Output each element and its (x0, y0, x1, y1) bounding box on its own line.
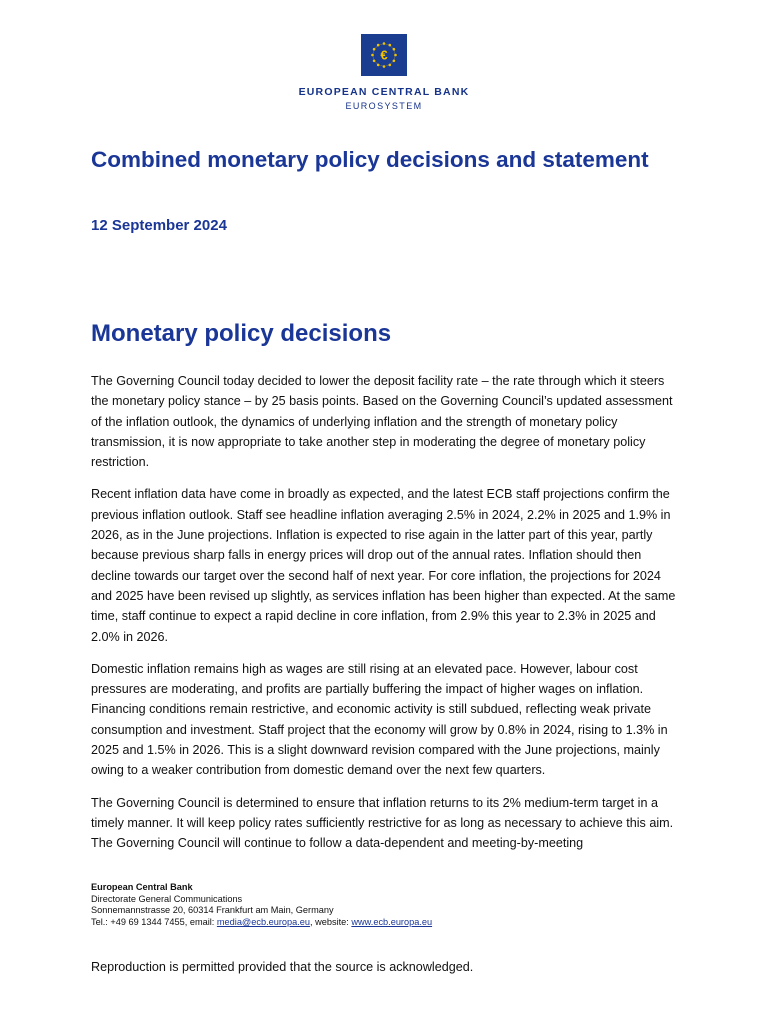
website-link[interactable]: www.ecb.europa.eu (351, 917, 433, 928)
svg-text:€: € (380, 47, 388, 63)
reproduction-notice: Reproduction is permitted provided that the source is acknowledged. (91, 960, 474, 974)
paragraph: The Governing Council is determined to ensure that inflation returns to its 2% medium-term target in a timely manner. It will keep policy rates sufficiently restrictive for as long as necessary to achieve this aim. The Governing Council will continue to follow a data-dependent and meeting-by-meeting (91, 795, 674, 851)
paragraph: Domestic inflation remains high as wages are still rising at an elevated pace. However, labour cost pressures are moderating, and profits are partially buffering the impact of higher wages on inflation. Financing conditions remain restrictive, and economic activity is still subdued, reflecting weak private consumption and investment. Staff project that the economy will grow by 0.8% in 2024, rising to 1.3% in 2025 and 1.5% in 2026. This is a slight downward revision compared with the June projections, mainly owing to a weaker contribution from domestic demand over the next few quarters. (91, 661, 668, 778)
footer-contact-line (91, 917, 681, 929)
page-title: Combined monetary policy decisions and statement (91, 147, 649, 172)
section-heading: Monetary policy decisions (91, 320, 392, 347)
email-link[interactable]: media@ecb.europa.eu (216, 917, 311, 928)
footer-department: Directorate General Communications (91, 893, 243, 904)
bank-name: EUROPEAN CENTRAL BANK (298, 86, 470, 98)
footer-org: European Central Bank (91, 882, 193, 892)
footer-address: Sonnemannstrasse 20, 60314 Frankfurt am Main, Germany (91, 905, 334, 916)
footer-tel: Tel.: +49 69 1344 7455, email: (91, 917, 217, 928)
contact-footer (91, 882, 681, 929)
footer-website-prefix: , website: (310, 917, 352, 928)
euro-stars-logo-icon (361, 34, 407, 76)
publication-date: 12 September 2024 (91, 217, 227, 234)
paragraph: Recent inflation data have come in broadly as expected, and the latest ECB staff projections confirm the previous inflation outlook. Staff see headline inflation averaging 2.5% in 2024, 2.2% in 2025 and 1.9% in 2026, as in the June projections. Inflation is expected to rise again in the latter part of this year, partly because previous sharp falls in energy prices will drop out of the annual rates. Inflation should then decline towards our target over the second half of next year. For core inflation, the projections for 2024 and 2025 have been revised up slightly, as services inflation has been higher than expected. At the same time, staff continue to expect a rapid decline in core inflation, from 2.9% this year to 2.3% in 2025 and 2.0% in 2026. (91, 487, 676, 644)
paragraph: The Governing Council today decided to lower the deposit facility rate – the rate through which it steers the monetary policy stance – by 25 basis points. Based on the Governing Council’s updated assessment of the inflation outlook, the dynamics of underlying inflation and the strength of monetary policy transmission, it is now appropriate to take another step in moderating the degree of monetary policy restriction. (91, 374, 673, 470)
body-text (91, 371, 676, 866)
page-header (0, 34, 768, 111)
eurosystem-label: EUROSYSTEM (345, 101, 423, 111)
